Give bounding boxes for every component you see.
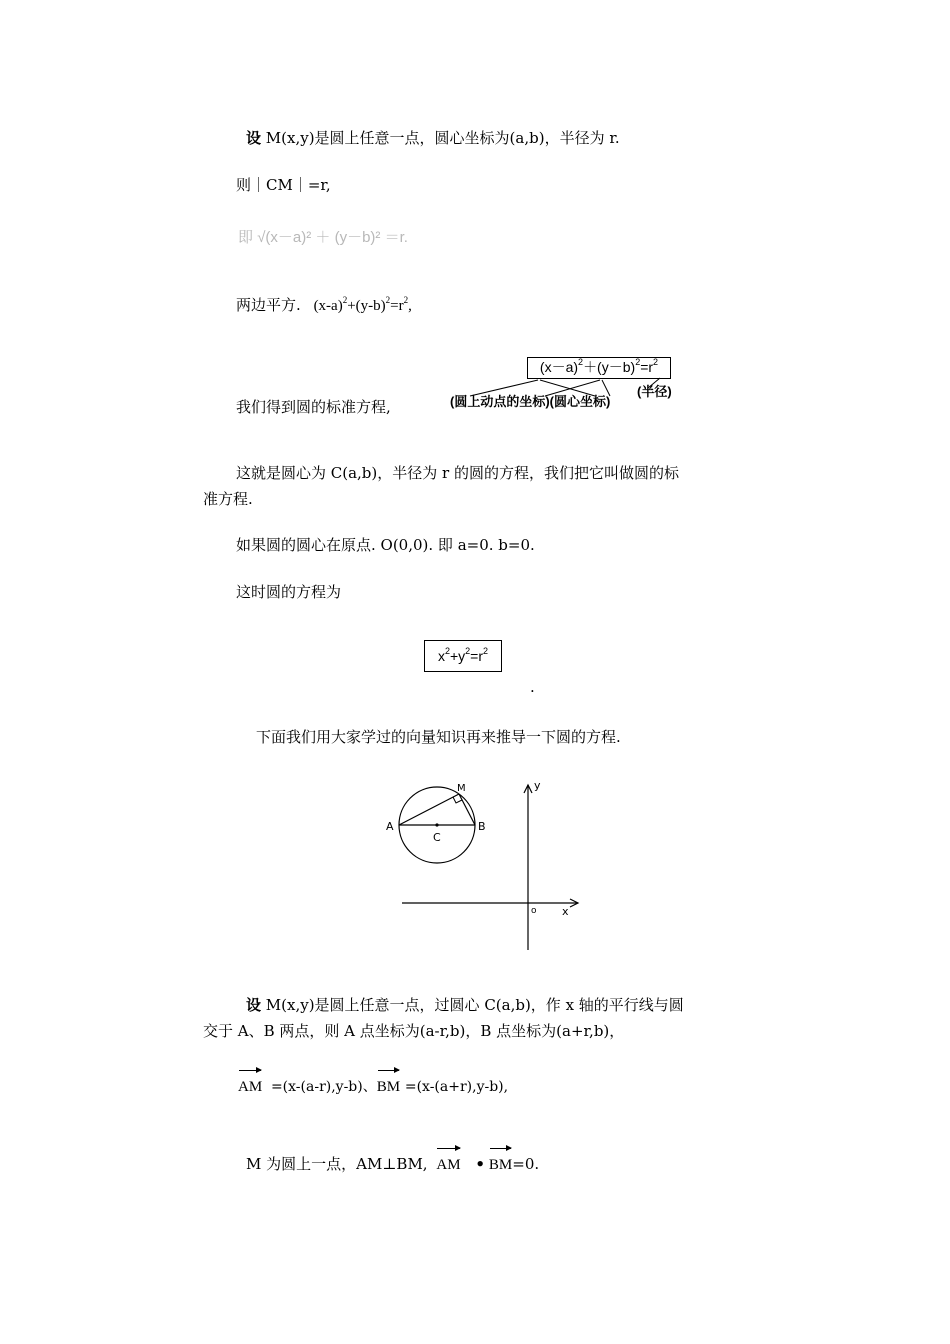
- vector-setup-line-2: 交于 A、B 两点，则 A 点坐标为(a-r,b)，B 点坐标为(a+r,b)，: [203, 1022, 625, 1040]
- label-y: y: [534, 779, 541, 792]
- vector-am: AM: [238, 1068, 262, 1100]
- definition-line-1: 这就是圆心为 C(a,b)，半径为 r 的圆的方程，我们把它叫做圆的标: [236, 464, 679, 482]
- cm-equals-r: 则｜CM｜=r,: [236, 176, 331, 194]
- perpendicular-statement: M 为圆上一点，AM⊥BM,: [246, 1155, 428, 1173]
- intro-line: [246, 128, 620, 148]
- label-c: C: [433, 831, 441, 844]
- label-moving-point: (圆上动点的坐标): [450, 394, 550, 409]
- distance-lead: 即: [238, 229, 254, 246]
- vector-components: [238, 1068, 508, 1100]
- label-x: x: [562, 905, 569, 918]
- square-both-sides: [236, 295, 412, 316]
- definition-line-2: 准方程.: [203, 490, 253, 508]
- intro-text: M(x,y)是圆上任意一点，圆心坐标为(a,b)，半径为 r.: [261, 129, 620, 147]
- vector-setup-lead: 设: [246, 996, 262, 1014]
- distance-equation: √(x－a)² ＋ (y－b)² ＝r.: [257, 229, 408, 246]
- dot-vector-am: AM: [436, 1146, 460, 1178]
- chord-bm: [459, 794, 475, 825]
- chord-am: [399, 794, 459, 825]
- standard-equation-box: $(x-a)^2+(y-b)^2=r^2$: [527, 357, 671, 379]
- square-equation: $(x-a)^2+(y-b)^2=r^2$,: [313, 295, 412, 314]
- square-label: 两边平方.: [236, 296, 301, 314]
- vector-setup-text: M(x,y)是圆上任意一点，过圆心 C(a,b)，作 x 轴的平行线与圆: [261, 996, 684, 1014]
- circle-figure: [380, 775, 590, 955]
- center-point: [435, 823, 438, 826]
- label-o: o: [531, 906, 537, 916]
- vector-am-value: =(x-(a-r),y-b)、: [270, 1079, 377, 1095]
- origin-case: 如果圆的圆心在原点. O(0,0). 即 a=0. b=0.: [236, 536, 535, 554]
- origin-equation-intro: 这时圆的方程为: [236, 583, 342, 601]
- label-center: (圆心坐标): [549, 394, 611, 409]
- label-a: A: [386, 820, 394, 833]
- dot-vector-bm: BM: [489, 1146, 512, 1178]
- vector-bm-value: =(x-(a+r),y-b),: [404, 1079, 509, 1095]
- label-radius: (半径): [637, 384, 672, 399]
- dot-product-result: =0.: [512, 1155, 540, 1173]
- vector-derivation-intro: 下面我们用大家学过的向量知识再来推导一下圆的方程.: [256, 728, 621, 746]
- label-b: B: [478, 820, 486, 833]
- standard-equation-intro: 我们得到圆的标准方程,: [236, 398, 391, 416]
- origin-equation-dot: .: [530, 678, 535, 696]
- distance-equation-image: [238, 223, 408, 253]
- vector-bm: BM: [377, 1068, 400, 1100]
- intro-lead: 设: [246, 129, 262, 147]
- annotation-labels: [450, 392, 610, 412]
- vector-setup-line-1: [246, 995, 684, 1015]
- label-m: M: [457, 783, 466, 794]
- dot-product-line: [246, 1146, 539, 1178]
- origin-equation-box: $x^2+y^2=r^2$: [424, 640, 502, 672]
- dot-operator: •: [475, 1155, 485, 1173]
